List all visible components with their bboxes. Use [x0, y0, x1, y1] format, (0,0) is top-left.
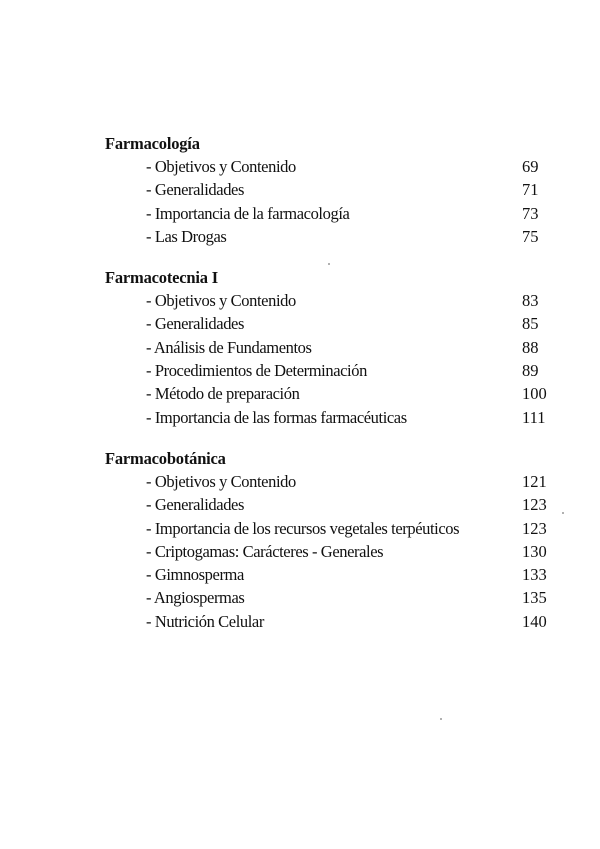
toc-entry: [105, 178, 555, 201]
toc-entry: [105, 382, 555, 405]
entry-page-number: 133: [522, 565, 547, 585]
entry-label: - Angiospermas: [146, 588, 245, 608]
entry-label: - Análisis de Fundamentos: [146, 337, 312, 357]
entry-label: - Objetivos y Contenido: [146, 471, 296, 491]
toc-entry: [105, 359, 555, 382]
section-title: Farmacotecnia I: [105, 268, 218, 288]
entry-page-number: 111: [522, 407, 546, 427]
entry-label: - Importancia de las formas farmacéuticas: [146, 407, 407, 427]
section-title: Farmacología: [105, 134, 200, 153]
entry-page-number: 123: [522, 518, 547, 538]
toc-entry: [105, 493, 555, 516]
toc-entry: [105, 563, 555, 586]
entry-label: - Procedimientos de Determinación: [146, 361, 367, 381]
toc-entry: [105, 202, 555, 225]
section-farmacologia: [105, 133, 555, 248]
toc-entry: [105, 470, 555, 493]
toc-entry: [105, 406, 555, 429]
entry-page-number: 130: [522, 541, 547, 561]
toc-entry: [105, 289, 555, 312]
entry-label: - Objetivos y Contenido: [146, 291, 296, 311]
entry-label: - Método de preparación: [146, 384, 300, 404]
toc-entry: [105, 610, 555, 633]
entry-label: - Criptogamas: Carácteres - Generales: [146, 541, 384, 561]
entry-label: - Nutrición Celular: [146, 611, 264, 631]
section-farmacobotanica: [105, 448, 555, 633]
toc-entry: [105, 517, 555, 540]
entry-page-number: 140: [522, 611, 547, 631]
toc-entry: [105, 225, 555, 248]
entry-label: - Gimnosperma: [146, 565, 244, 585]
toc-entry: [105, 155, 555, 178]
entry-page-number: 85: [522, 314, 539, 334]
entry-label: - Generalidades: [146, 495, 244, 515]
entry-label: - Generalidades: [146, 180, 244, 200]
table-of-contents: [105, 133, 555, 652]
entry-label: - Las Drogas: [146, 226, 227, 246]
scan-speck: [440, 718, 442, 720]
entry-page-number: 83: [522, 291, 539, 311]
entry-page-number: 123: [522, 495, 547, 515]
entry-label: - Importancia de los recursos vegetales terpéuticos: [146, 518, 460, 538]
scan-speck: [562, 512, 564, 514]
entry-page-number: 69: [522, 157, 539, 176]
entry-page-number: 88: [522, 337, 539, 357]
entry-page-number: 73: [522, 203, 539, 223]
section-title: Farmacobotánica: [105, 448, 226, 468]
entry-page-number: 89: [522, 361, 539, 381]
section-farmacotecnia: [105, 267, 555, 429]
entry-label: - Generalidades: [146, 314, 244, 334]
toc-entry: [105, 312, 555, 335]
entry-label: - Importancia de la farmacología: [146, 203, 350, 223]
toc-entry: [105, 540, 555, 563]
toc-entry: [105, 586, 555, 609]
entry-page-number: 100: [522, 384, 547, 404]
entry-page-number: 71: [522, 180, 539, 200]
entry-page-number: 75: [522, 226, 539, 246]
toc-entry: [105, 336, 555, 359]
entry-page-number: 135: [522, 588, 547, 608]
entry-label: - Objetivos y Contenido: [146, 157, 296, 176]
entry-page-number: 121: [522, 471, 547, 491]
